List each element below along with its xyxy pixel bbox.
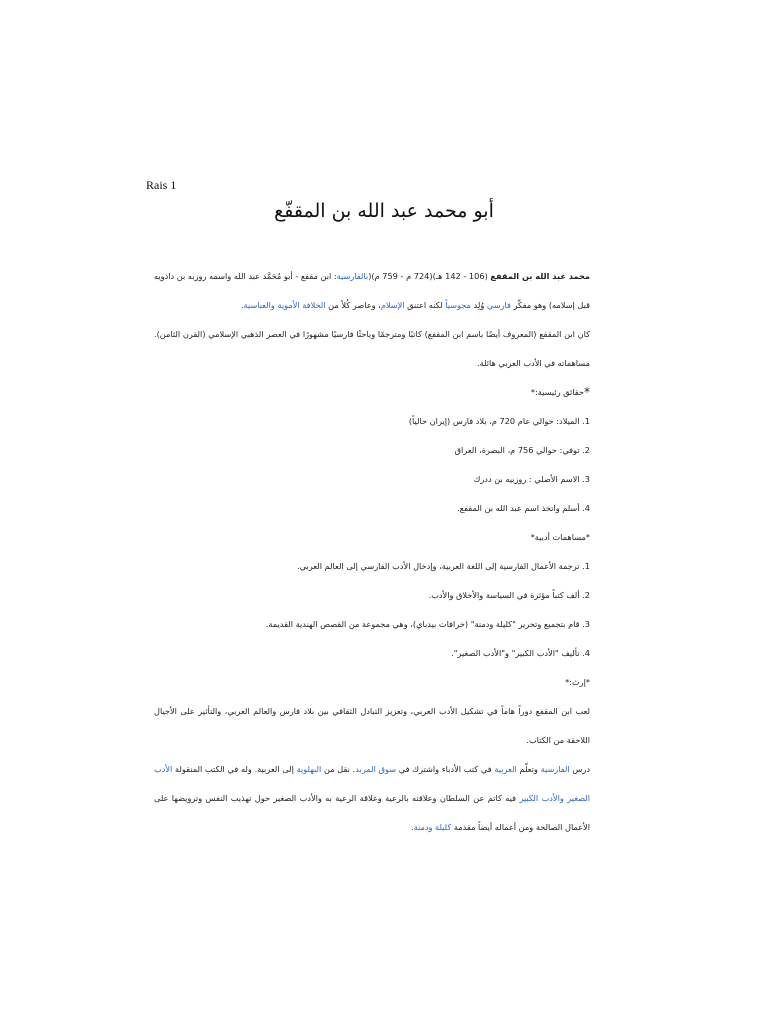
study-text-1: درس: [569, 764, 590, 774]
contribution-item: 2. ألف كتباً مؤثرة في السياسة والأخلاق والأدب.: [428, 590, 590, 600]
kalila-dimna-link[interactable]: كليلة ودمنة: [413, 822, 452, 832]
contribution-item: 3. قام بتجميع وتحرير "كليلة ودمنة" (خرافات بيدباي)، وهي مجموعة من القصص الهندية القديمة.: [265, 619, 590, 629]
facts-heading-star: *: [584, 385, 590, 399]
study-text-6: فيه كاتم عن السلطان وعلاقته بالرعية وعلاقة الرعية به والأدب الصغير حول تهذيب النفس وترويضها على الأعمال الصالحة ومن أعماله أيضاً مقدمة: [154, 793, 590, 832]
pahlavi-link[interactable]: البهلوية: [296, 764, 322, 774]
intro-text-5: .: [240, 300, 244, 310]
page-header-label: Rais 1: [146, 178, 177, 192]
farsi-language-link[interactable]: الفارسية: [540, 764, 570, 774]
intro-paragraph: [154, 262, 590, 320]
intro-text-2: وُلِد: [470, 300, 487, 310]
legacy-heading: *إرث:*: [565, 677, 590, 687]
farsi-person-link[interactable]: فارسي: [486, 300, 511, 310]
fact-item: 4. أسلم واتخذ اسم عبد الله بن المقفع.: [457, 503, 590, 513]
intro-text-3: لكنه اعتنق: [404, 300, 446, 310]
fact-item: 1. الميلاد: حوالي عام 720 م، بلاد فارس (إيران حالياً): [408, 416, 590, 426]
study-text-3: في كتب الأدباء واشترك في: [396, 764, 495, 774]
contributions-heading: *مساهمات أدبية*: [530, 532, 590, 542]
arabic-link[interactable]: العربية: [494, 764, 517, 774]
farsi-link[interactable]: بالفارسية: [336, 271, 369, 281]
islam-link[interactable]: الإسلام: [380, 300, 405, 310]
contribution-item: 4. تأليف "الأدب الكبير" و"الأدب الصغير".: [451, 648, 590, 658]
caliphate-link[interactable]: الخلافة الأموية والعباسية: [243, 300, 326, 310]
intro-text-4: ، وعاصر كُلاً من: [325, 300, 381, 310]
study-text-2: وتعلّم: [516, 764, 541, 774]
overview-paragraph: كان ابن المقفع (المعروف أيضًا باسم ابن المقفع) كاتبًا ومترجمًا وباحثًا فارسيًا مشهورًا في العصر الذهبي الإسلامي (القرن الثامن). مساهماته في الأدب العربي هائلة.: [154, 329, 590, 368]
study-text-7: .: [411, 822, 414, 832]
legacy-paragraph: لعب ابن المقفع دوراً هاماً في تشكيل الأدب العربي، وتعزيز التبادل الثقافي بين بلاد فارس والعالم العربي، والتأثير على الأجيال اللاحقة من الكتاب.: [154, 706, 590, 745]
intro-bold-name: محمد عبد الله بن المقفع: [490, 271, 590, 281]
study-text-4: . نقل من: [321, 764, 356, 774]
article-body: [154, 262, 590, 842]
article-title: أبو محمد عبد الله بن المقفّع: [274, 200, 494, 222]
intro-text-1: : ابن مقفع - أبو مُحَمَّد عبد الله واسمه روزبه بن داذويه قبل إسلامه) وهو مفكّر: [154, 271, 590, 310]
facts-heading-text: حقائق رئيسية:*: [530, 387, 584, 397]
fact-item: 3. الاسم الأصلي : روزبيه بن ددرك: [473, 474, 590, 484]
adab-books-link[interactable]: الأدب الصغير والأدب الكبير: [154, 764, 591, 803]
fact-item: 2. توفي: حوالي 756 م، البصرة، العراق: [454, 445, 590, 455]
intro-dates: (106 - 142 هـ)(724 م - 759 م)(: [368, 271, 491, 281]
facts-heading: [154, 378, 590, 407]
study-paragraph: [154, 755, 590, 842]
contribution-item: 1. ترجمة الأعمال الفارسية إلى اللغة العربية، وإدخال الأدب الفارسي إلى العالم العربي.: [297, 561, 590, 571]
marbad-market-link[interactable]: سوق المربد: [355, 764, 397, 774]
majusi-link[interactable]: مجوسياً: [445, 300, 471, 310]
study-text-5: إلى العربية. وله في الكتب المنقولة: [172, 764, 297, 774]
